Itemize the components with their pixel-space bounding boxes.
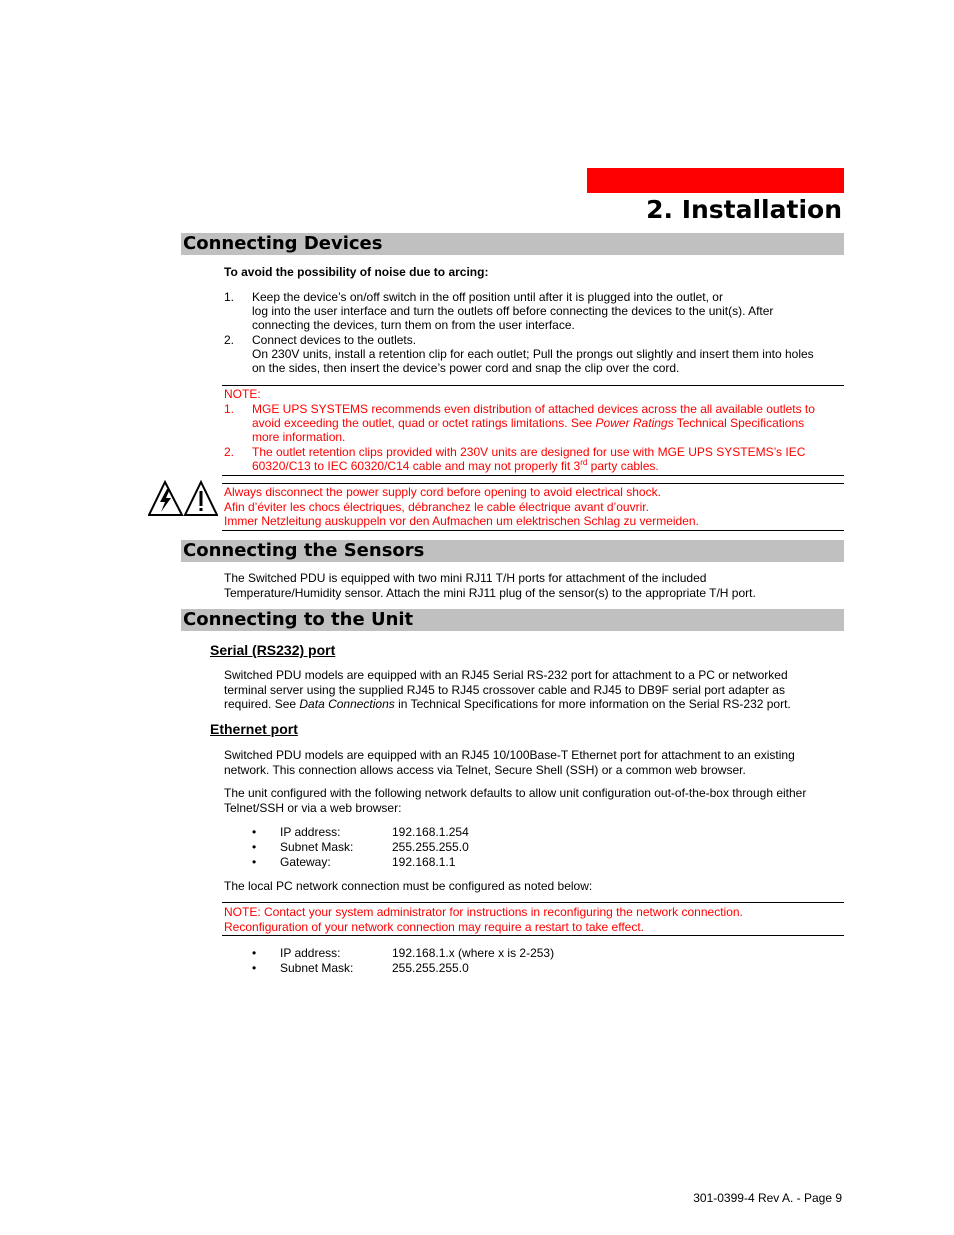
network-note-rule-top	[222, 902, 844, 903]
sensors-line: The Switched PDU is equipped with two mini RJ11 T/H ports for attachment of the included	[224, 571, 707, 585]
note-1	[224, 402, 844, 445]
setting-value: 192.168.1.254	[392, 825, 469, 839]
note-rule-bottom	[222, 475, 844, 476]
note-line: MGE UPS SYSTEMS recommends even distribution of attached devices across the all available outlets to	[252, 402, 815, 416]
bullet-icon: •	[252, 961, 257, 975]
ethernet-line: network. This connection allows access via Telnet, Secure Shell (SSH) or a common web browser.	[224, 762, 746, 777]
step-2	[224, 333, 844, 376]
ethernet-paragraph-3: The local PC network connection must be configured as noted below:	[224, 879, 593, 893]
bullet-icon: •	[252, 840, 257, 854]
warning-line-english: Always disconnect the power supply cord before opening to avoid electrical shock.	[224, 485, 661, 499]
network-note	[224, 905, 844, 934]
warning-text	[224, 485, 844, 529]
note-rule-top	[222, 385, 844, 386]
chapter-red-bar	[587, 168, 844, 193]
warning-line-german: Immer Netzleitung auskuppeln vor den Aufmachen um elektrischen Schlag zu vermeiden.	[224, 514, 699, 528]
step-number: 1.	[224, 290, 235, 304]
superscript: rd	[580, 458, 588, 468]
setting-value: 255.255.255.0	[392, 961, 469, 975]
serial-line	[224, 697, 844, 712]
setting-label: Subnet Mask:	[280, 961, 354, 975]
note-text: avoid exceeding the outlet, quad or octet ratings limitations. See	[252, 416, 596, 431]
setting-label: Gateway:	[280, 855, 331, 869]
data-connections-reference: Data Connections	[299, 697, 395, 711]
caution-warning-icon	[185, 482, 217, 515]
power-ratings-reference: Power Ratings	[595, 416, 674, 431]
warning-line-french: Afin d’éviter les chocs électriques, débranchez le cable électrique avant d’ouvrir.	[224, 499, 649, 514]
bullet-icon: •	[252, 825, 257, 839]
setting-value: 192.168.1.1	[392, 855, 456, 869]
ethernet-paragraph-1	[224, 748, 844, 777]
page-footer: 301-0399-4 Rev A. - Page 9	[693, 1191, 842, 1205]
ethernet-line: Telnet/SSH or via a web browser:	[224, 800, 402, 815]
note-number: 1.	[224, 402, 235, 416]
network-note-rule-bottom	[222, 935, 844, 936]
step-line: Keep the device’s on/off switch in the off position until after it is plugged into the outlet, or	[252, 290, 723, 304]
serial-line: Switched PDU models are equipped with an RJ45 Serial RS-232 port for attachment to a PC or networked	[224, 668, 788, 682]
note-line	[252, 416, 844, 430]
arcing-intro: To avoid the possibility of noise due to arcing:	[224, 265, 489, 279]
note-line: The outlet retention clips provided with 230V units are designed for use with MGE UPS SYSTEMS’s IEC	[252, 445, 806, 459]
note-2	[224, 445, 844, 473]
network-note-line: NOTE: Contact your system administrator for instructions in reconfiguring the network connection.	[224, 905, 743, 919]
bullet-icon: •	[252, 855, 257, 869]
subsection-serial-port: Serial (RS232) port	[210, 642, 336, 658]
serial-text: in Technical Specifications for more information on the Serial RS-232 port.	[394, 697, 791, 711]
serial-line: terminal server using the supplied RJ45 to RJ45 crossover cable and RJ45 to DB9F serial port adapter as	[224, 682, 785, 697]
step-line: log into the user interface and turn the outlets off before connecting the devices to the unit(s). After	[252, 304, 774, 319]
section-title-connecting-unit: Connecting to the Unit	[181, 609, 844, 631]
setting-label: IP address:	[280, 825, 341, 839]
note-text: 60320/C13 to IEC 60320/C14 cable and may not properly fit 3	[252, 459, 581, 474]
step-number: 2.	[224, 333, 235, 347]
subsection-ethernet-port: Ethernet port	[210, 721, 298, 737]
bullet-icon: •	[252, 946, 257, 960]
step-line: On 230V units, install a retention clip for each outlet; Pull the prongs out slightly and insert them into holes	[252, 347, 814, 362]
note-line: more information.	[252, 430, 346, 445]
serial-text: required. See	[224, 697, 300, 711]
warning-rule-bottom	[222, 530, 844, 531]
network-note-line: Reconfiguration of your network connection may require a restart to take effect.	[224, 919, 644, 934]
note-line	[252, 459, 844, 473]
step-1	[224, 290, 844, 333]
setting-label: IP address:	[280, 946, 341, 960]
step-line: connecting the devices, turn them on from the user interface.	[252, 318, 575, 333]
step-line: on the sides, then insert the device’s power cord and snap the clip over the cord.	[252, 361, 680, 376]
section-title-connecting-sensors: Connecting the Sensors	[181, 540, 844, 562]
warning-rule-top	[222, 483, 844, 484]
sensors-paragraph	[224, 571, 844, 600]
setting-value: 192.168.1.x (where x is 2-253)	[392, 946, 555, 960]
setting-value: 255.255.255.0	[392, 840, 469, 854]
ethernet-line: The unit configured with the following network defaults to allow unit configuration out-of-the-box through either	[224, 786, 807, 800]
ethernet-line: Switched PDU models are equipped with an RJ45 10/100Base-T Ethernet port for attachment to an existing	[224, 748, 795, 762]
note-label: NOTE:	[224, 387, 261, 401]
note-number: 2.	[224, 445, 235, 459]
note-text: Technical Specifications	[673, 416, 805, 431]
setting-label: Subnet Mask:	[280, 840, 354, 854]
sensors-line: Temperature/Humidity sensor. Attach the mini RJ11 plug of the sensor(s) to the appropriate T/H port.	[224, 585, 756, 600]
note-text: party cables.	[587, 459, 659, 474]
ethernet-paragraph-2	[224, 786, 844, 815]
electric-shock-warning-icon	[149, 482, 182, 515]
step-line: Connect devices to the outlets.	[252, 333, 417, 347]
warning-icons	[148, 480, 218, 518]
serial-paragraph	[224, 668, 844, 712]
chapter-title: 2. Installation	[646, 195, 842, 224]
section-title-connecting-devices: Connecting Devices	[181, 233, 844, 255]
